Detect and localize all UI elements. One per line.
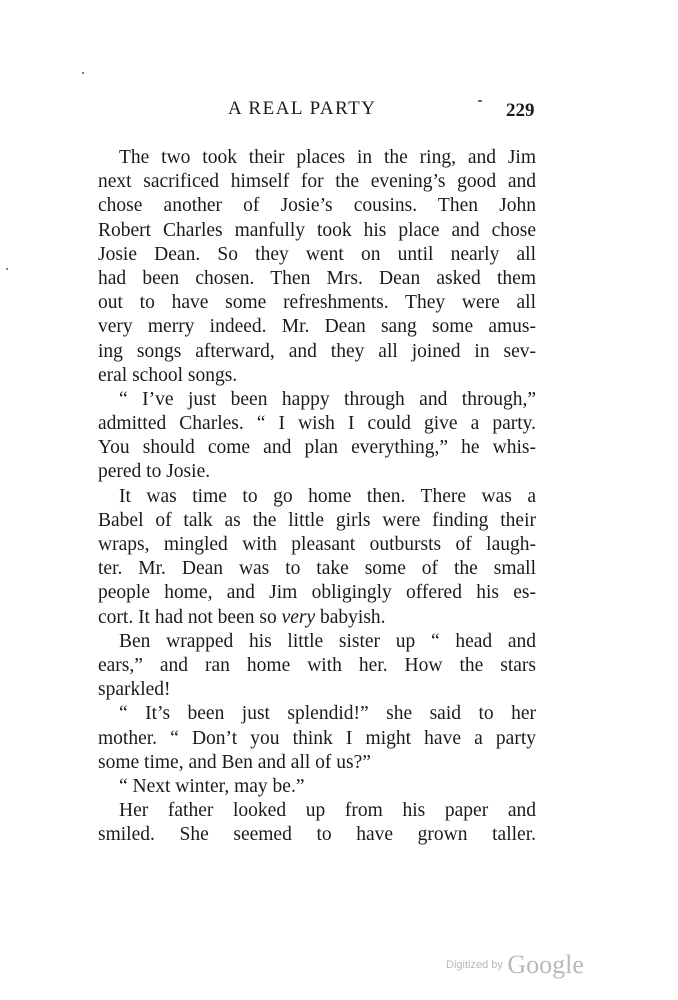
text-line: had been chosen. Then Mrs. Dean asked them <box>98 267 536 289</box>
watermark-brand: Google <box>507 950 584 979</box>
text-line: pered to Josie. <box>98 461 211 483</box>
text-line: sparkled! <box>98 679 171 701</box>
digitized-watermark <box>446 950 584 980</box>
running-head <box>0 98 678 128</box>
text-line: people home, and Jim obligingly offered his es- <box>98 582 536 604</box>
text-line-start: cort. It had not been so <box>98 606 277 628</box>
text-line: Ben wrapped his little sister up “ head and <box>119 630 536 652</box>
text-line: Robert Charles manfully took his place and chose <box>98 219 536 241</box>
text-line: It was time to go home then. There was a <box>119 485 536 507</box>
text-line: wraps, mingled with pleasant outbursts of laugh- <box>98 534 536 555</box>
watermark-prefix: Digitized by <box>446 959 503 971</box>
text-line: next sacrificed himself for the evening’s good and <box>98 171 536 193</box>
body-text <box>98 146 536 847</box>
text-line: smiled. She seemed to have grown taller. <box>98 824 536 846</box>
text-line: ears,” and ran home with her. How the stars <box>98 654 536 676</box>
text-line <box>98 606 536 630</box>
text-line: “ Next winter, may be.” <box>119 775 305 797</box>
text-line: eral school songs. <box>98 364 238 386</box>
margin-speck <box>82 72 84 74</box>
text-line: admitted Charles. “ I wish I could give a party. <box>98 413 536 435</box>
text-line: ing songs afterward, and they all joined in sev- <box>98 340 536 362</box>
text-line: Babel of talk as the little girls were finding their <box>98 509 536 531</box>
text-line: “ I’ve just been happy through and through,” <box>119 388 536 410</box>
text-line: The two took their places in the ring, and Jim <box>119 147 536 168</box>
text-line: Her father looked up from his paper and <box>119 800 536 822</box>
margin-speck <box>6 268 8 270</box>
text-line: You should come and plan everything,” he whis- <box>98 437 536 459</box>
text-line: ter. Mr. Dean was to take some of the small <box>98 558 536 580</box>
text-line: out to have some refreshments. They were all <box>98 292 536 314</box>
emphasis-word: very <box>281 606 316 628</box>
text-line: chose another of Josie’s cousins. Then John <box>98 195 536 217</box>
page-number: 229 <box>506 100 535 121</box>
running-title: A REAL PARTY <box>228 98 377 119</box>
text-line: some time, and Ben and all of us?” <box>98 751 371 773</box>
text-line: very merry indeed. Mr. Dean sang some amus- <box>98 316 536 338</box>
text-line-end: babyish. <box>315 606 386 628</box>
text-line: Josie Dean. So they went on until nearly all <box>98 243 536 265</box>
text-line: “ It’s been just splendid!” she said to her <box>119 703 536 725</box>
text-line: mother. “ Don’t you think I might have a party <box>98 727 536 749</box>
